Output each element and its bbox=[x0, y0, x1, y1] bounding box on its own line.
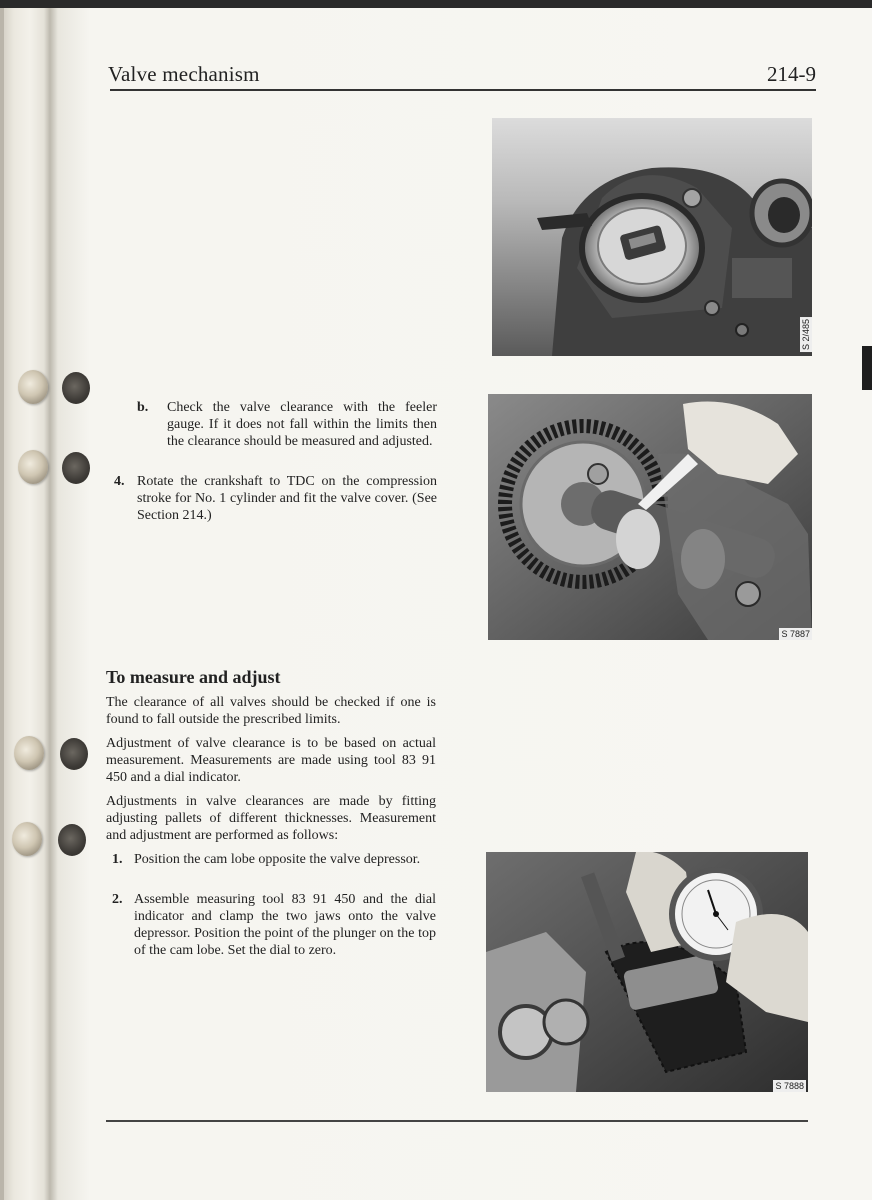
step-1 bbox=[112, 851, 436, 887]
step-number: 1. bbox=[112, 852, 123, 867]
page-title: Valve mechanism bbox=[108, 62, 260, 86]
step-number: 4. bbox=[114, 474, 125, 489]
section-heading: To measure and adjust bbox=[106, 667, 281, 687]
paragraph: Adjustment of valve clearance is to be based on actual measurement. Measurements are made using tool 83 91 450 and a dial indicator. bbox=[106, 736, 436, 785]
page-number: 214-9 bbox=[767, 62, 816, 86]
photo-code: S 7887 bbox=[781, 629, 810, 639]
punch-hole-shadow bbox=[60, 738, 88, 770]
step-text: Rotate the crankshaft to TDC on the compression stroke for No. 1 cylinder and fit the valve cover. (See Section 214.) bbox=[137, 474, 437, 523]
photo-code: S 2/485 bbox=[801, 318, 811, 350]
punch-hole-shadow bbox=[62, 452, 90, 484]
header-rule bbox=[110, 89, 816, 91]
page-binding-edge bbox=[0, 8, 4, 1200]
punch-hole-shadow bbox=[62, 372, 90, 404]
photo-dial-indicator bbox=[486, 852, 808, 1092]
photo-code: S 7888 bbox=[775, 1081, 804, 1091]
photo-feeler-gauge bbox=[488, 394, 812, 640]
photo-distributor bbox=[492, 118, 812, 356]
step-text: Check the valve clearance with the feeler gauge. If it does not fall within the limits then the clearance should be measured and adjusted. bbox=[167, 400, 437, 449]
paragraph: The clearance of all valves should be checked if one is found to fall outside the prescribed limits. bbox=[106, 695, 436, 727]
step-text: Assemble measuring tool 83 91 450 and the dial indicator and clamp the two jaws onto the valve depressor. Position the point of the plunger on the top of the cam lobe. Set the dial to zero. bbox=[134, 892, 436, 958]
punch-hole bbox=[12, 822, 42, 856]
paragraph: Adjustments in valve clearances are made by fitting adjusting pallets of different thicknesses. Measurement and adjustment are performed as follows: bbox=[106, 794, 436, 843]
manual-page bbox=[0, 8, 872, 1200]
step-b bbox=[137, 399, 437, 471]
step-number: b. bbox=[137, 400, 149, 415]
section-tab-marker bbox=[862, 346, 872, 390]
punch-hole bbox=[14, 736, 44, 770]
punch-hole-shadow bbox=[58, 824, 86, 856]
step-number: 2. bbox=[112, 892, 123, 907]
punch-hole bbox=[18, 370, 48, 404]
punch-hole bbox=[18, 450, 48, 484]
step-2 bbox=[112, 891, 436, 961]
footer-rule bbox=[106, 1120, 808, 1122]
step-text: Position the cam lobe opposite the valve depressor. bbox=[134, 852, 421, 867]
step-4 bbox=[114, 473, 437, 529]
